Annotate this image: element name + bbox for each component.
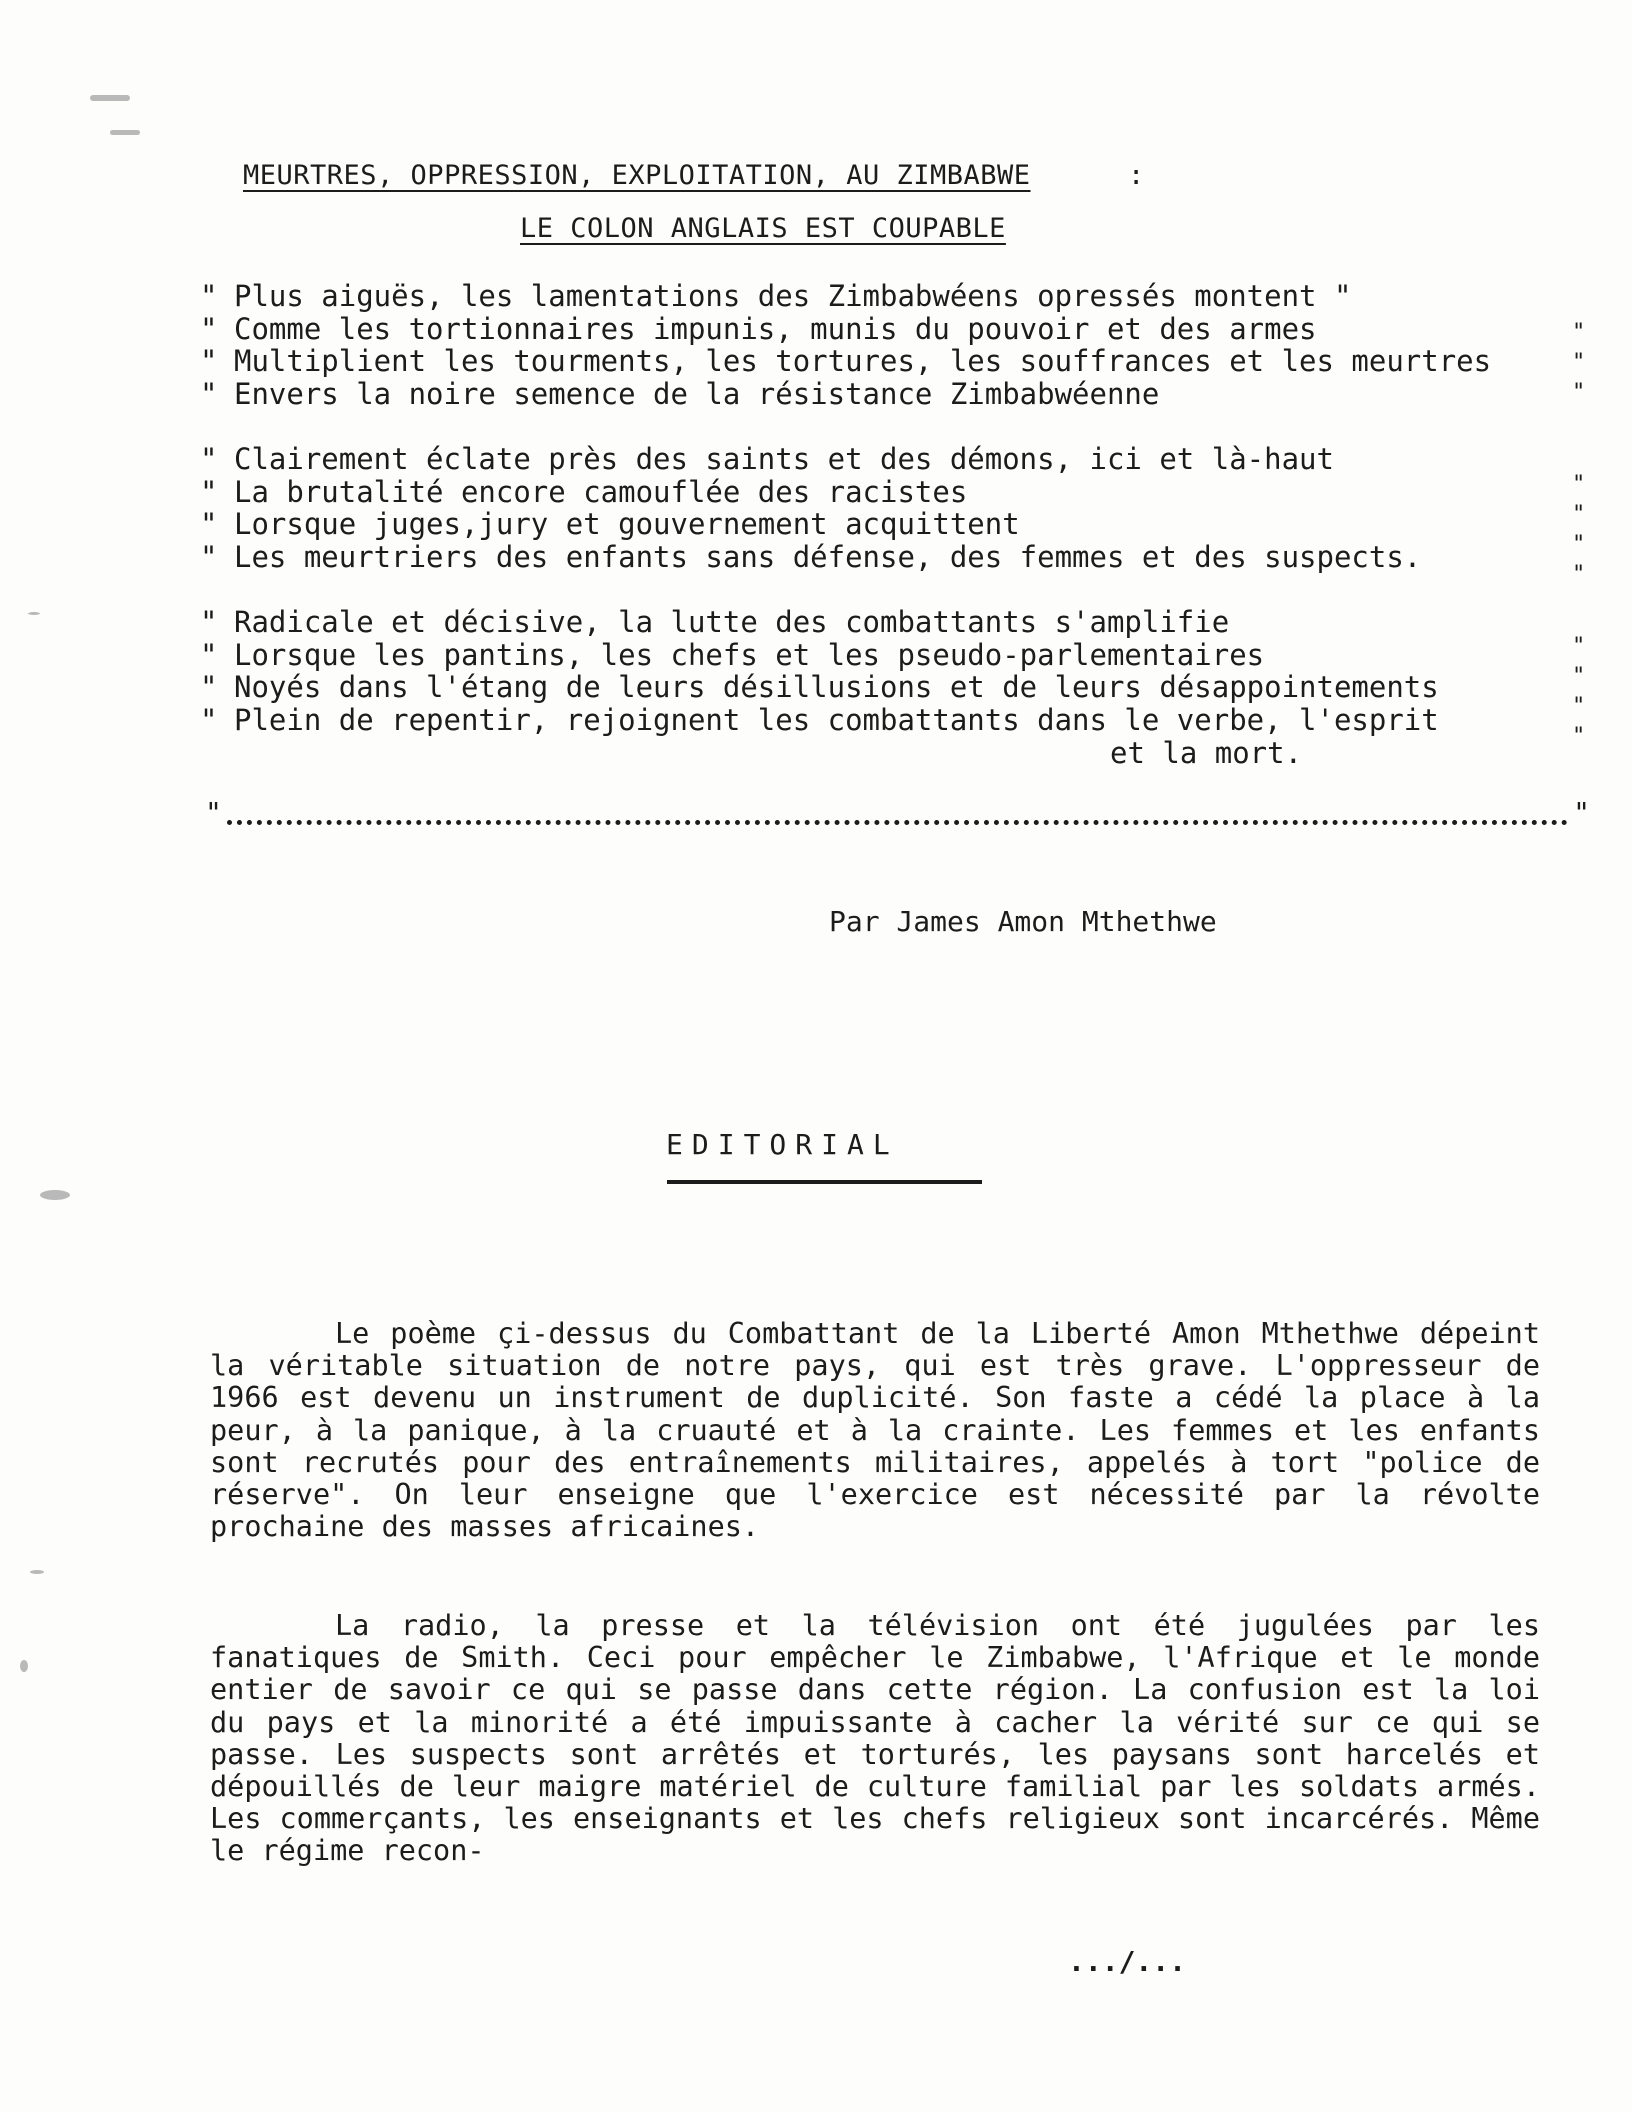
poem-verse: " Lorsque juges,jury et gouvernement acquittent [200, 507, 1020, 541]
poem-verse: " Comme les tortionnaires impunis, munis du pouvoir et des armes [200, 311, 1317, 346]
poem-verse: " Les meurtriers des enfants sans défense, des femmes et des suspects. [200, 539, 1422, 574]
editorial-paragraph-2: La radio, la presse et la télévision ont été jugulées par les fanatiques de Smith. Ceci pour empêcher le Zimbabwe, l'Afrique et le monde entier de savoir ce qui se passe dans cette région. La confusion est la loi du pays et la minorité a été impuissante à cacher la vérité sur ce qui se passe. Les suspects sont arrêtés et torturés, les paysans sont harcelés et dépouillés de leur maigre matériel de culture familial par les soldats armés. Les commerçants, les enseignants et les chefs religieux sont incarcérés. Même le régime recon- [210, 1609, 1540, 1868]
poem-verse: " Clairement éclate près des saints et des démons, ici et là-haut [200, 442, 1334, 476]
page-continuation-marker: .../... [1068, 1945, 1187, 1978]
poem-verse: " Envers la noire semence de la résistance Zimbabwéenne [200, 376, 1160, 411]
poem-ellipsis-line: " " [205, 796, 1590, 829]
editorial-heading: EDITORIAL [666, 1128, 899, 1161]
poem-stanza-2 [200, 443, 1600, 573]
scan-speck [28, 612, 40, 615]
title-line-2: LE COLON ANGLAIS EST COUPABLE [520, 213, 1006, 244]
dotted-rule [227, 800, 1568, 825]
poem-author: Par James Amon Mthethwe [829, 905, 1217, 938]
poem-verse: " Radicale et décisive, la lutte des combattants s'amplifie [200, 605, 1230, 639]
poem-right-quote-column: " " " " " " " " " " " [1572, 320, 1586, 749]
scan-speck [30, 1570, 44, 1574]
poem-verse: " Lorsque les pantins, les chefs et les pseudo-parlementaires [200, 637, 1265, 672]
poem-verse: " Multiplient les tourments, les tortures, les souffrances et les meurtres [200, 344, 1492, 378]
editorial-underline [667, 1180, 982, 1184]
poem-stanza-1 [200, 280, 1600, 410]
scan-speck [90, 95, 130, 101]
poem-verse: " Noyés dans l'étang de leurs désillusions et de leurs désappointements [200, 670, 1439, 704]
editorial-paragraph-1: Le poème çi-dessus du Combattant de la Liberté Amon Mthethwe dépeint la véritable situation de notre pays, qui est très grave. L'oppresseur de 1966 est devenu un instrument de duplicité. Son faste a cédé la place à la peur, à la panique, à la cruauté et à la crainte. Les femmes et les enfants sont recrutés pour des entraînements militaires, appelés à tort "police de réserve". On leur enseigne que l'exercice est nécessité par la révolte prochaine des masses africaines. [210, 1317, 1540, 1544]
poem-verse: " Plein de repentir, rejoignent les combattants dans le verbe, l'esprit [200, 702, 1439, 737]
poem-verse: " La brutalité encore camouflée des racistes [200, 474, 968, 509]
poem-verse: " Plus aiguës, les lamentations des Zimbabwéens opressés montent " [200, 279, 1352, 313]
title-line-1: MEURTRES, OPPRESSION, EXPLOITATION, AU ZIMBABWE [243, 160, 1031, 191]
poem-stanza-3 [200, 606, 1600, 736]
title-colon: : [1128, 160, 1145, 191]
scan-speck [40, 1190, 70, 1200]
poem-closing-line: et la mort. [1110, 736, 1303, 770]
scan-speck [110, 130, 140, 135]
scan-speck [20, 1660, 28, 1672]
